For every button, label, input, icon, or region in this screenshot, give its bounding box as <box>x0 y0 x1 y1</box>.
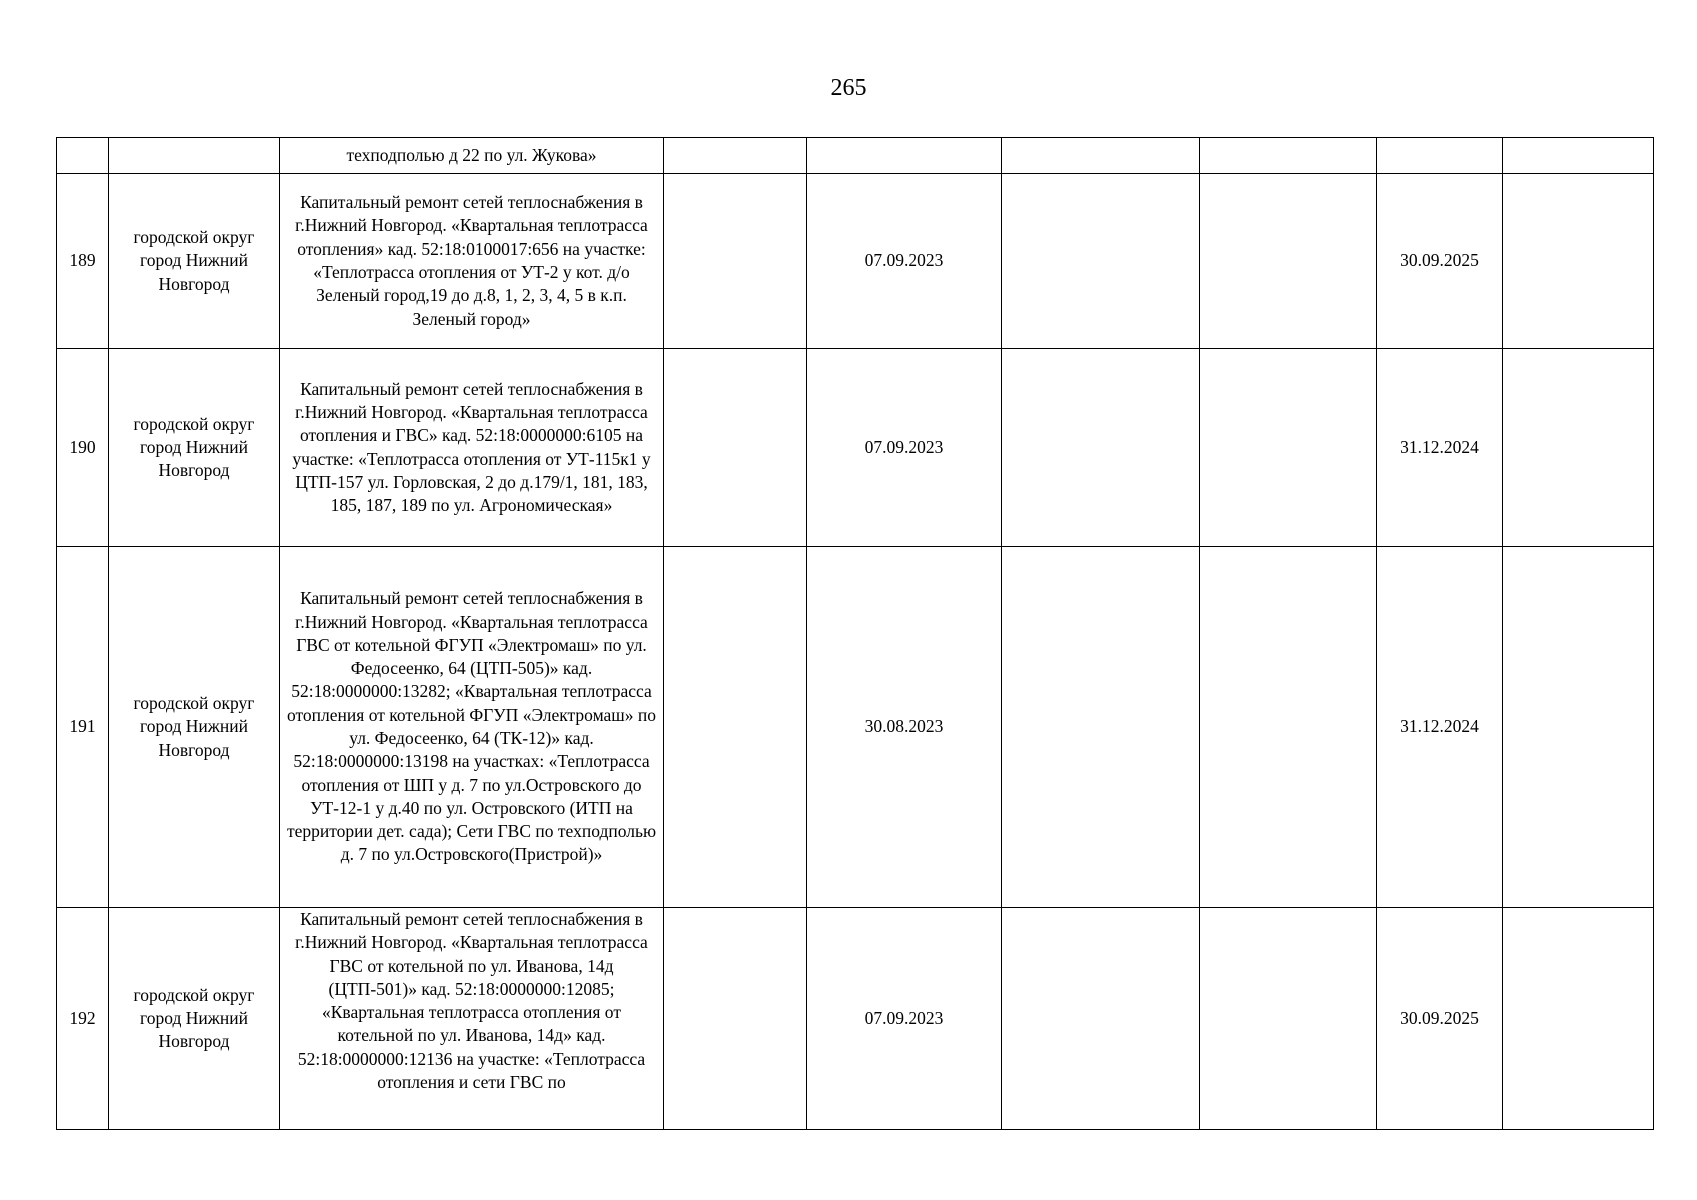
empty-cell <box>1200 349 1377 547</box>
municipality-cell <box>109 138 280 174</box>
empty-cell <box>1002 349 1200 547</box>
table-row-continuation <box>57 138 1654 174</box>
table-row <box>57 174 1654 349</box>
description-cell: техподполью д 22 по ул. Жукова» <box>280 138 664 174</box>
end-date-cell: 30.09.2025 <box>1377 908 1503 1130</box>
table-row <box>57 349 1654 547</box>
empty-cell <box>1200 138 1377 174</box>
row-number-cell: 189 <box>57 174 109 349</box>
row-number-cell: 191 <box>57 547 109 908</box>
row-number-cell: 192 <box>57 908 109 1130</box>
empty-cell <box>1503 908 1654 1130</box>
end-date-cell: 31.12.2024 <box>1377 547 1503 908</box>
municipality-cell: городской округ город Нижний Новгород <box>109 547 280 908</box>
empty-cell <box>1503 547 1654 908</box>
works-table <box>56 137 1654 1130</box>
empty-cell <box>1200 908 1377 1130</box>
municipality-cell: городской округ город Нижний Новгород <box>109 349 280 547</box>
row-number-cell <box>57 138 109 174</box>
end-date-cell: 30.09.2025 <box>1377 174 1503 349</box>
empty-cell <box>1200 174 1377 349</box>
start-date-cell: 07.09.2023 <box>807 908 1002 1130</box>
end-date-cell <box>1377 138 1503 174</box>
start-date-cell <box>807 138 1002 174</box>
end-date-cell: 31.12.2024 <box>1377 349 1503 547</box>
empty-cell <box>1002 138 1200 174</box>
empty-cell <box>664 174 807 349</box>
empty-cell <box>1503 349 1654 547</box>
table-row <box>57 908 1654 1130</box>
description-cell: Капитальный ремонт сетей теплоснабжения в г.Нижний Новгород. «Квартальная теплотрасса ГВС от котельной ФГУП «Электромаш» по ул. Федосеенко, 64 (ЦТП-505)» кад. 52:18:0000000:13282; «Квартальная теплотрасса отопления от котельной ФГУП «Электромаш» по ул. Федосеенко, 64 (ТК-12)» кад. 52:18:0000000:13198 на участках: «Теплотрасса отопления от ШП у д. 7 по ул.Островского до УТ-12-1 у д.40 по ул. Островского (ИТП на территории дет. сада); Сети ГВС по техподполью д. 7 по ул.Островского(Пристрой)» <box>280 547 664 908</box>
empty-cell <box>1002 547 1200 908</box>
description-cell: Капитальный ремонт сетей теплоснабжения в г.Нижний Новгород. «Квартальная теплотрасса отопления и ГВС» кад. 52:18:0000000:6105 на участке: «Теплотрасса отопления от УТ-115к1 у ЦТП-157 ул. Горловская, 2 до д.179/1, 181, 183, 185, 187, 189 по ул. Агрономическая» <box>280 349 664 547</box>
table-row <box>57 547 1654 908</box>
empty-cell <box>1002 174 1200 349</box>
empty-cell <box>1200 547 1377 908</box>
empty-cell <box>664 349 807 547</box>
start-date-cell: 07.09.2023 <box>807 174 1002 349</box>
empty-cell <box>664 138 807 174</box>
description-cell: Капитальный ремонт сетей теплоснабжения в г.Нижний Новгород. «Квартальная теплотрасса отопления» кад. 52:18:0100017:656 на участке: «Теплотрасса отопления от УТ-2 у кот. д/о Зеленый город,19 до д.8, 1, 2, 3, 4, 5 в к.п. Зеленый город» <box>280 174 664 349</box>
empty-cell <box>1002 908 1200 1130</box>
description-cell: Капитальный ремонт сетей теплоснабжения в г.Нижний Новгород. «Квартальная теплотрасса ГВС от котельной по ул. Иванова, 14д (ЦТП-501)» кад. 52:18:0000000:12085; «Квартальная теплотрасса отопления от котельной по ул. Иванова, 14д» кад. 52:18:0000000:12136 на участке: «Теплотрасса отопления и сети ГВС по <box>280 908 664 1130</box>
row-number-cell: 190 <box>57 349 109 547</box>
municipality-cell: городской округ город Нижний Новгород <box>109 908 280 1130</box>
start-date-cell: 30.08.2023 <box>807 547 1002 908</box>
empty-cell <box>664 908 807 1130</box>
start-date-cell: 07.09.2023 <box>807 349 1002 547</box>
municipality-cell: городской округ город Нижний Новгород <box>109 174 280 349</box>
empty-cell <box>1503 174 1654 349</box>
page-number: 265 <box>830 75 867 101</box>
empty-cell <box>1503 138 1654 174</box>
empty-cell <box>664 547 807 908</box>
